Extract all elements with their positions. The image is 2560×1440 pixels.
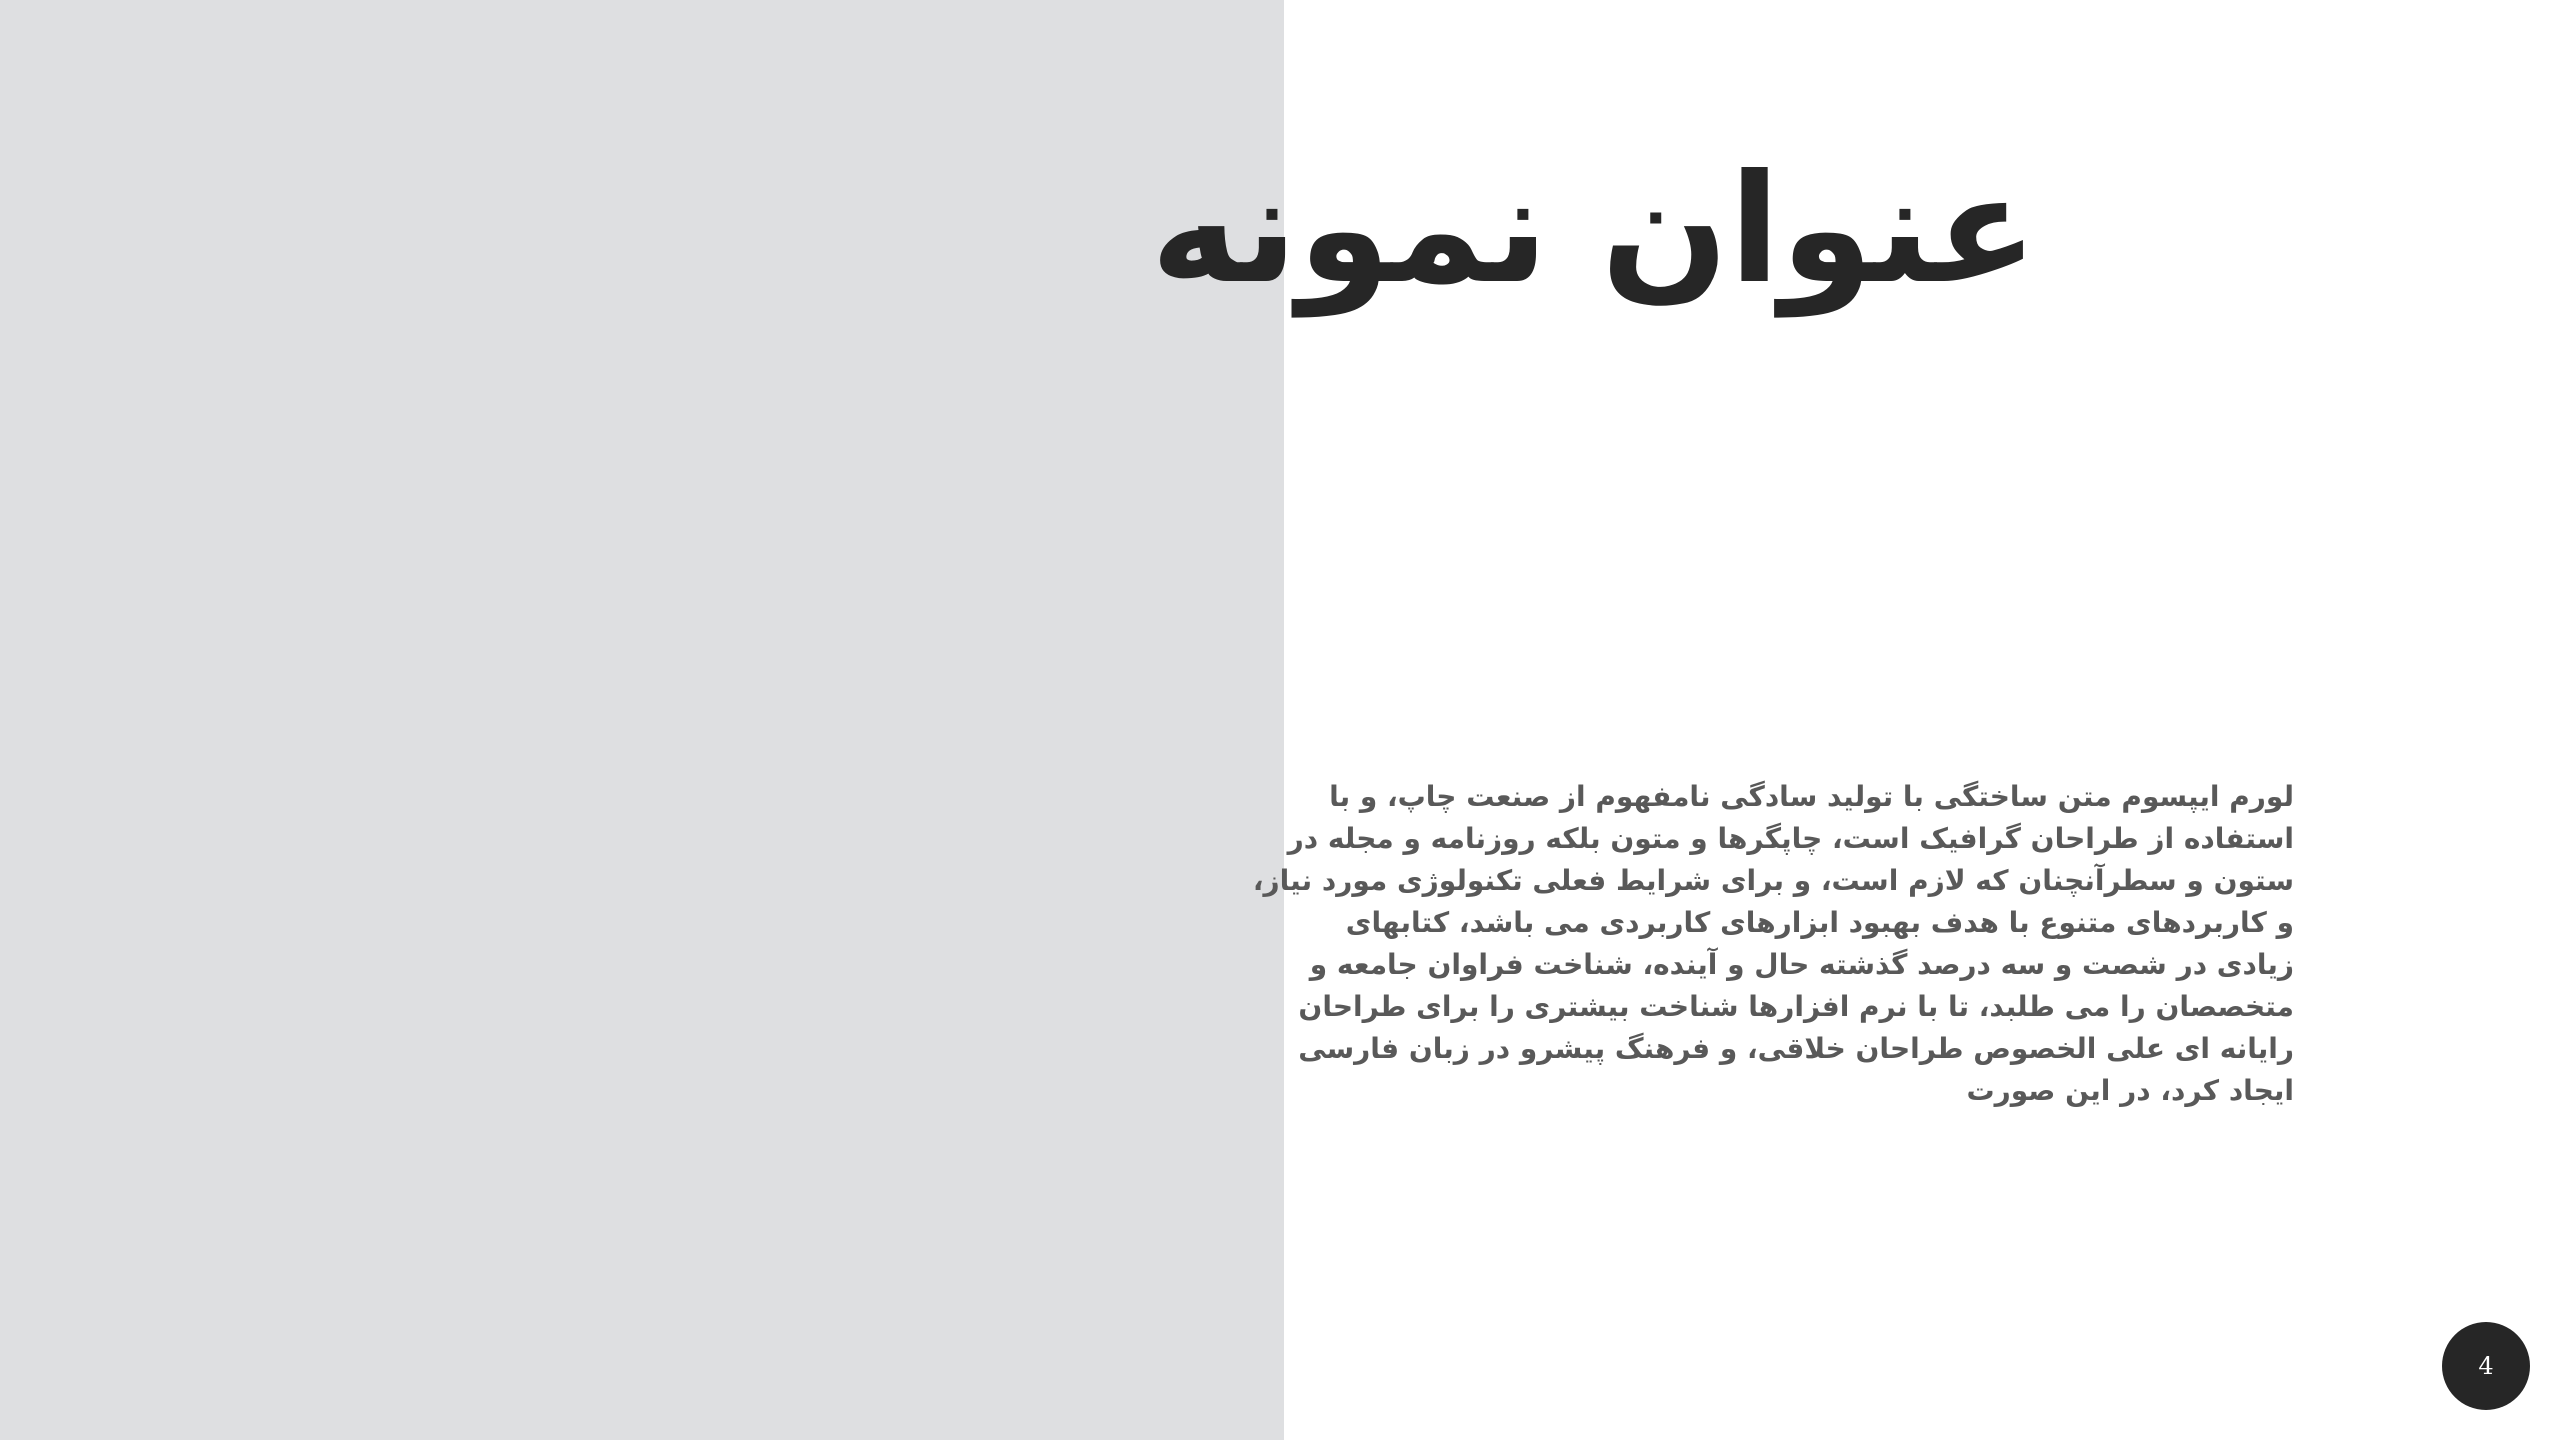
body-line: رایانه ای علی الخصوص طراحان خلاقی، و فرهنگ پیشرو در زبان فارسی [1298, 1032, 2294, 1065]
body-line: متخصصان را می طلبد، تا با نرم افزارها شناخت بیشتری را برای طراحان [1298, 990, 2294, 1023]
body-line: و کاربردهای متنوع با هدف بهبود ابزارهای کاربردی می باشد، کتابهای [1345, 906, 2294, 939]
body-line: زیادی در شصت و سه درصد گذشته حال و آینده، شناخت فراوان جامعه و [1309, 948, 2294, 981]
slide-title: عنوان نمونه [1150, 143, 2038, 317]
body-line: لورم ایپسوم متن ساختگی با تولید سادگی نامفهوم از صنعت چاپ، و با [1329, 780, 2294, 813]
body-line: ستون و سطرآنچنان که لازم است، و برای شرایط فعلی تکنولوژی مورد نیاز، [1252, 864, 2294, 897]
page-number-badge: 4 [2442, 1322, 2530, 1410]
body-text [1252, 776, 2294, 1112]
body-line: ایجاد کرد، در این صورت [1966, 1074, 2294, 1107]
body-line: استفاده از طراحان گرافیک است، چاپگرها و متون بلکه روزنامه و مجله در [1287, 822, 2294, 855]
content-area [1150, 0, 2308, 1440]
